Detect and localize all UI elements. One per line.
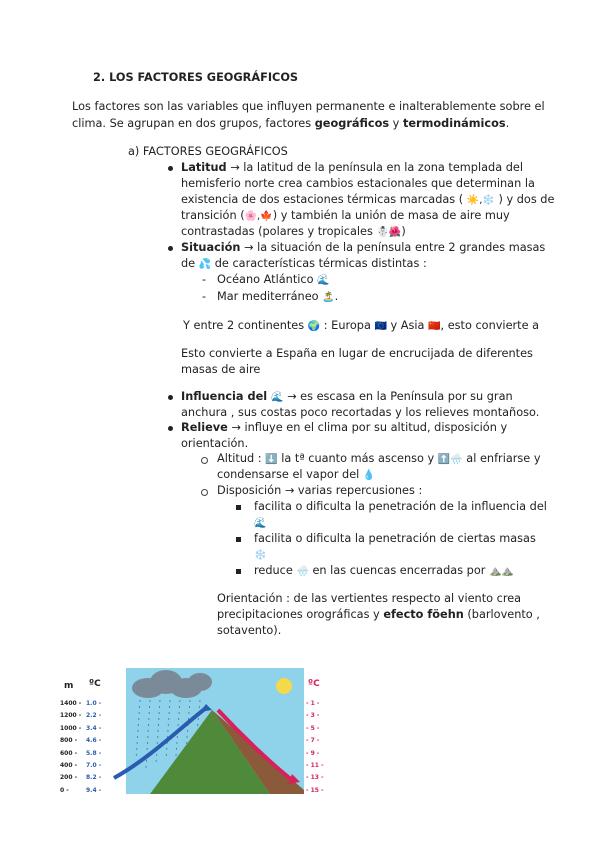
list-a-label: a) FACTORES GEOGRÁFICOS bbox=[128, 145, 288, 158]
circle-bullet-icon bbox=[201, 457, 208, 464]
blossom-leaf-icon: 🌸,🍁 bbox=[244, 211, 273, 222]
temp-left-tick: 4.6 - bbox=[86, 737, 102, 745]
down-arrow-icon: ⬇️ bbox=[265, 454, 278, 465]
altitud-line-1: Altitud : ⬇️ la tª cuanto más ascenso y ⬆️🌧️ al enfriarse y bbox=[217, 452, 541, 465]
temp-right-tick: - 15 - bbox=[306, 786, 324, 794]
up-arrow-icon: ⬆️🌧️ bbox=[437, 454, 463, 465]
temp-right-tick: - 11 - bbox=[306, 762, 324, 769]
bullet-icon bbox=[168, 395, 173, 400]
intro-line-1: Los factores son las variables que influyen permanente e inalterablemente sobre el bbox=[72, 100, 545, 113]
temp-left-tick: 7.0 - bbox=[86, 762, 102, 769]
height-tick: 1000 - bbox=[60, 724, 82, 732]
relieve-line-2: orientación. bbox=[181, 437, 249, 450]
water-drops-icon: 💦 bbox=[198, 259, 212, 270]
temp-left-tick: 2.2 - bbox=[86, 712, 102, 720]
situacion-line-2: de 💦 de características térmicas distintas : bbox=[181, 257, 427, 270]
disposicion-line: Disposición → varias repercusiones : bbox=[217, 484, 423, 497]
square-bullet-icon bbox=[236, 569, 241, 574]
c-right-label: ºC bbox=[308, 679, 320, 689]
bullet-icon bbox=[168, 246, 173, 251]
influencia-line-2: anchura , sus costas poco recortadas y los relieves montañoso. bbox=[181, 406, 540, 419]
wave-icon: 🌊 bbox=[271, 392, 284, 403]
temp-right-tick: - 7 - bbox=[306, 737, 320, 745]
globe-icon: 🌍 bbox=[307, 321, 321, 332]
wave-icon: 🌊 bbox=[254, 518, 267, 529]
dash-icon: - bbox=[202, 290, 207, 303]
china-flag-icon: 🇨🇳 bbox=[428, 321, 441, 332]
latitud-line-1: Latitud → la latitud de la península en la zona templada del bbox=[181, 161, 523, 174]
disp-item-1: facilita o dificulta la penetración de la influencia del bbox=[254, 500, 547, 513]
influencia-line-1: Influencia del 🌊 → es escasa en la Península por su gran bbox=[181, 390, 513, 403]
orientacion-line-1: Orientación : de las vertientes respecto al viento crea bbox=[217, 592, 522, 605]
latitud-line-5: contrastadas (polares y tropicales ☃️🌺) bbox=[181, 225, 406, 238]
m-label: m bbox=[64, 681, 74, 691]
latitud-line-4: transición (🌸,🍁) y también la unión de masa de aire muy bbox=[181, 209, 510, 222]
height-tick: 200 - bbox=[60, 774, 78, 782]
temp-left-tick: 3.4 - bbox=[86, 724, 102, 732]
temp-right-tick: - 9 - bbox=[306, 749, 320, 757]
orientacion-line-3: sotavento). bbox=[217, 624, 282, 637]
height-tick: 800 - bbox=[60, 737, 78, 745]
relieve-line-1: Relieve → influye en el clima por su altitud, disposición y bbox=[181, 421, 508, 434]
sub-mediterranean: Mar mediterráneo 🏝️. bbox=[217, 290, 339, 303]
height-tick: 400 - bbox=[60, 762, 78, 769]
temp-left-tick: 9.4 - bbox=[86, 786, 102, 794]
temp-right-tick: - 3 - bbox=[306, 712, 320, 720]
orientacion-line-2: precipitaciones orográficas y efecto föehn (barlovento , bbox=[217, 608, 540, 621]
situacion-line-1: Situación → la situación de la península entre 2 grandes masas bbox=[181, 241, 546, 254]
temp-left-tick: 8.2 - bbox=[86, 774, 102, 782]
height-tick: 1200 - bbox=[60, 712, 82, 720]
height-tick: 0 - bbox=[60, 786, 69, 794]
continents-line: Y entre 2 continentes 🌍 : Europa 🇪🇺 y Asia 🇨🇳, esto convierte a bbox=[183, 319, 540, 332]
snowman-flower-icon: ☃️🌺 bbox=[376, 227, 402, 238]
beach-icon: 🏝️ bbox=[322, 292, 335, 303]
temp-right-tick: - 13 - bbox=[306, 774, 324, 782]
sun-icon: ☀️,❄️ bbox=[466, 195, 495, 206]
eu-flag-icon: 🇪🇺 bbox=[374, 321, 387, 332]
height-tick: 1400 - bbox=[60, 700, 82, 707]
section-title: 2. LOS FACTORES GEOGRÁFICOS bbox=[93, 71, 299, 84]
droplet-icon: 💧 bbox=[362, 470, 376, 481]
circle-bullet-icon bbox=[201, 489, 208, 496]
mountains-icon: ⛰️⛰️ bbox=[488, 566, 514, 577]
rain-cloud-icon: 🌧️ bbox=[296, 566, 309, 577]
snowflake-icon: ❄️ bbox=[254, 550, 267, 561]
conv-line-1: Esto convierte a España en lugar de encrucijada de diferentes bbox=[181, 347, 533, 360]
disp-item-3: reduce 🌧️ en las cuencas encerradas por ⛰️⛰️ bbox=[254, 564, 514, 577]
temp-left-tick: 5.8 - bbox=[86, 749, 102, 757]
square-bullet-icon bbox=[236, 505, 241, 510]
intro-line-2: clima. Se agrupan en dos grupos, factores geográficos y termodinámicos. bbox=[72, 117, 510, 130]
temp-right-tick: - 1 - bbox=[306, 700, 320, 707]
bullet-icon bbox=[168, 166, 173, 171]
dash-icon: - bbox=[202, 273, 207, 286]
temp-left-tick: 1.0 - bbox=[86, 700, 102, 707]
wave-icon: 🌊 bbox=[317, 275, 330, 286]
height-tick: 600 - bbox=[60, 749, 78, 757]
sub-atlantic: Océano Atlántico 🌊 bbox=[217, 273, 330, 286]
altitud-line-2: condensarse el vapor del 💧 bbox=[217, 468, 376, 481]
latitud-line-3: existencia de dos estaciones térmicas marcadas ( ☀️,❄️ ) y dos de bbox=[181, 193, 555, 206]
square-bullet-icon bbox=[236, 537, 241, 542]
foehn-illustration bbox=[60, 668, 340, 800]
foehn-diagram bbox=[60, 668, 340, 800]
disp-item-2: facilita o dificulta la penetración de ciertas masas bbox=[254, 532, 536, 545]
latitud-line-2: hemisferio norte crea cambios estacionales que determinan la bbox=[181, 177, 535, 190]
conv-line-2: masas de aire bbox=[181, 363, 261, 376]
sun-icon bbox=[276, 678, 292, 694]
c-left-label: ºC bbox=[89, 679, 101, 689]
bullet-icon bbox=[168, 426, 173, 431]
temp-right-tick: - 5 - bbox=[306, 724, 320, 732]
